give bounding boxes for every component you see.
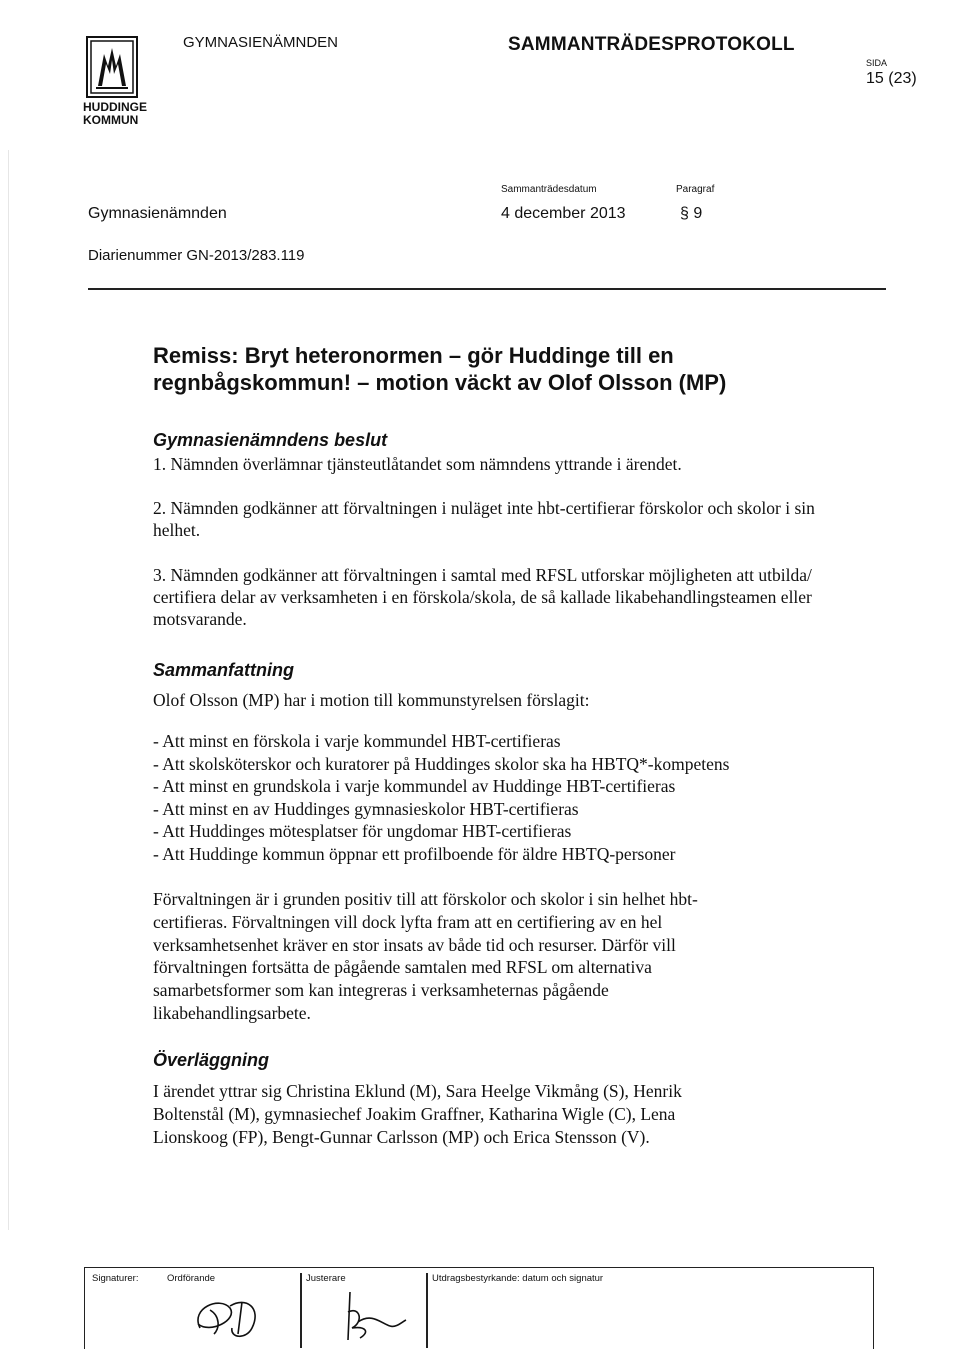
title-line-1: Remiss: Bryt heteronormen – gör Huddinge till en	[153, 343, 674, 368]
list-item: - Att minst en grundskola i varje kommundel av Huddinge HBT-certifieras	[153, 776, 676, 797]
organ-name: Gymnasienämnden	[88, 205, 227, 222]
sammanfattning-heading: Sammanfattning	[153, 660, 295, 680]
list-item: - Att Huddinges mötesplatser för ungdomar HBT-certifieras	[153, 821, 572, 842]
page-number: 15 (23)	[866, 70, 917, 87]
logo-text-kommun: KOMMUN	[83, 113, 139, 127]
list-item: - Att minst en av Huddinges gymnasieskolor HBT-certifieras	[153, 798, 579, 819]
beslut-heading: Gymnasienämndens beslut	[153, 430, 388, 450]
beslut-item-3: 3. Nämnden godkänner att förvaltningen i samtal med RFSL utforskar möjligheten att utbilda/ certifiera delar av verksamheten i en förskola/skola, de så kallade likabehandlingsteamen eller motsvarande.	[153, 565, 812, 629]
diarienummer: Diarienummer GN-2013/283.119	[88, 247, 305, 264]
org-name-header: GYMNASIENÄMNDEN	[183, 34, 339, 51]
utdrag-label: Utdragsbestyrkande: datum och signatur	[432, 1273, 604, 1284]
paragraph-label: Paragraf	[676, 184, 715, 195]
overlaggning-heading: Överläggning	[153, 1050, 270, 1070]
list-item: - Att Huddinge kommun öppnar ett profilboende för äldre HBTQ-personer	[153, 843, 676, 864]
beslut-item-2: 2. Nämnden godkänner att förvaltningen i nuläget inte hbt-certifierar förskolor och skolor i sin helhet.	[153, 498, 815, 540]
signature-divider	[426, 1273, 428, 1348]
overlaggning-text: I ärendet yttrar sig Christina Eklund (M), Sara Heelge Vikmång (S), Henrik Boltenstål (M), gymnasiechef Joakim Graffner, Katharina Wigle (C), Lena Lionskoog (FP), Bengt-Gunnar Carlsson (MP) och Erica Stensson (V).	[153, 1081, 682, 1147]
justerare-signature-icon	[330, 1282, 410, 1348]
signature-divider	[300, 1273, 302, 1348]
page-label: SIDA	[866, 58, 888, 68]
paragraph-number: § 9	[680, 205, 703, 222]
scan-edge	[8, 150, 9, 1230]
date-label: Sammanträdesdatum	[501, 184, 597, 195]
page-title	[153, 342, 873, 396]
signaturer-label: Signaturer:	[92, 1273, 139, 1284]
sammanfattning-paragraph: Förvaltningen är i grunden positiv till att förskolor och skolor i sin helhet hbt-certifieras. Förvaltningen vill dock lyfta fram att en certifiering av en hel verksamhetsenhet kräver en stor insats av både tid och resurser. Därför vill förvaltningen fortsätta de pågående samtalen med RFSL om alternativa samarbetsformer som kan integreras i verksamheternas pågående likabehandlingsarbete.	[153, 889, 698, 1023]
justerare-label: Justerare	[306, 1273, 346, 1284]
beslut-item-1: 1. Nämnden överlämnar tjänsteutlåtandet som nämndens yttrande i ärendet.	[153, 454, 682, 474]
header-divider	[88, 288, 886, 290]
document-title: SAMMANTRÄDESPROTOKOLL	[508, 34, 795, 55]
title-line-2: regnbågskommun! – motion väckt av Olof Olsson (MP)	[153, 370, 727, 395]
list-item: - Att minst en förskola i varje kommundel HBT-certifieras	[153, 731, 561, 751]
ordforande-signature-icon	[180, 1288, 280, 1350]
meeting-date: 4 december 2013	[501, 205, 626, 222]
sammanfattning-intro: Olof Olsson (MP) har i motion till kommunstyrelsen förslagit:	[153, 690, 590, 710]
ordforande-label: Ordförande	[167, 1273, 216, 1284]
huddinge-coat-of-arms-icon	[86, 36, 138, 98]
logo-text-huddinge: HUDDINGE	[83, 100, 148, 114]
motion-bullet-list	[153, 730, 729, 866]
list-item: - Att skolsköterskor och kuratorer på Huddinges skolor ska ha HBTQ*-kompetens	[153, 753, 730, 774]
